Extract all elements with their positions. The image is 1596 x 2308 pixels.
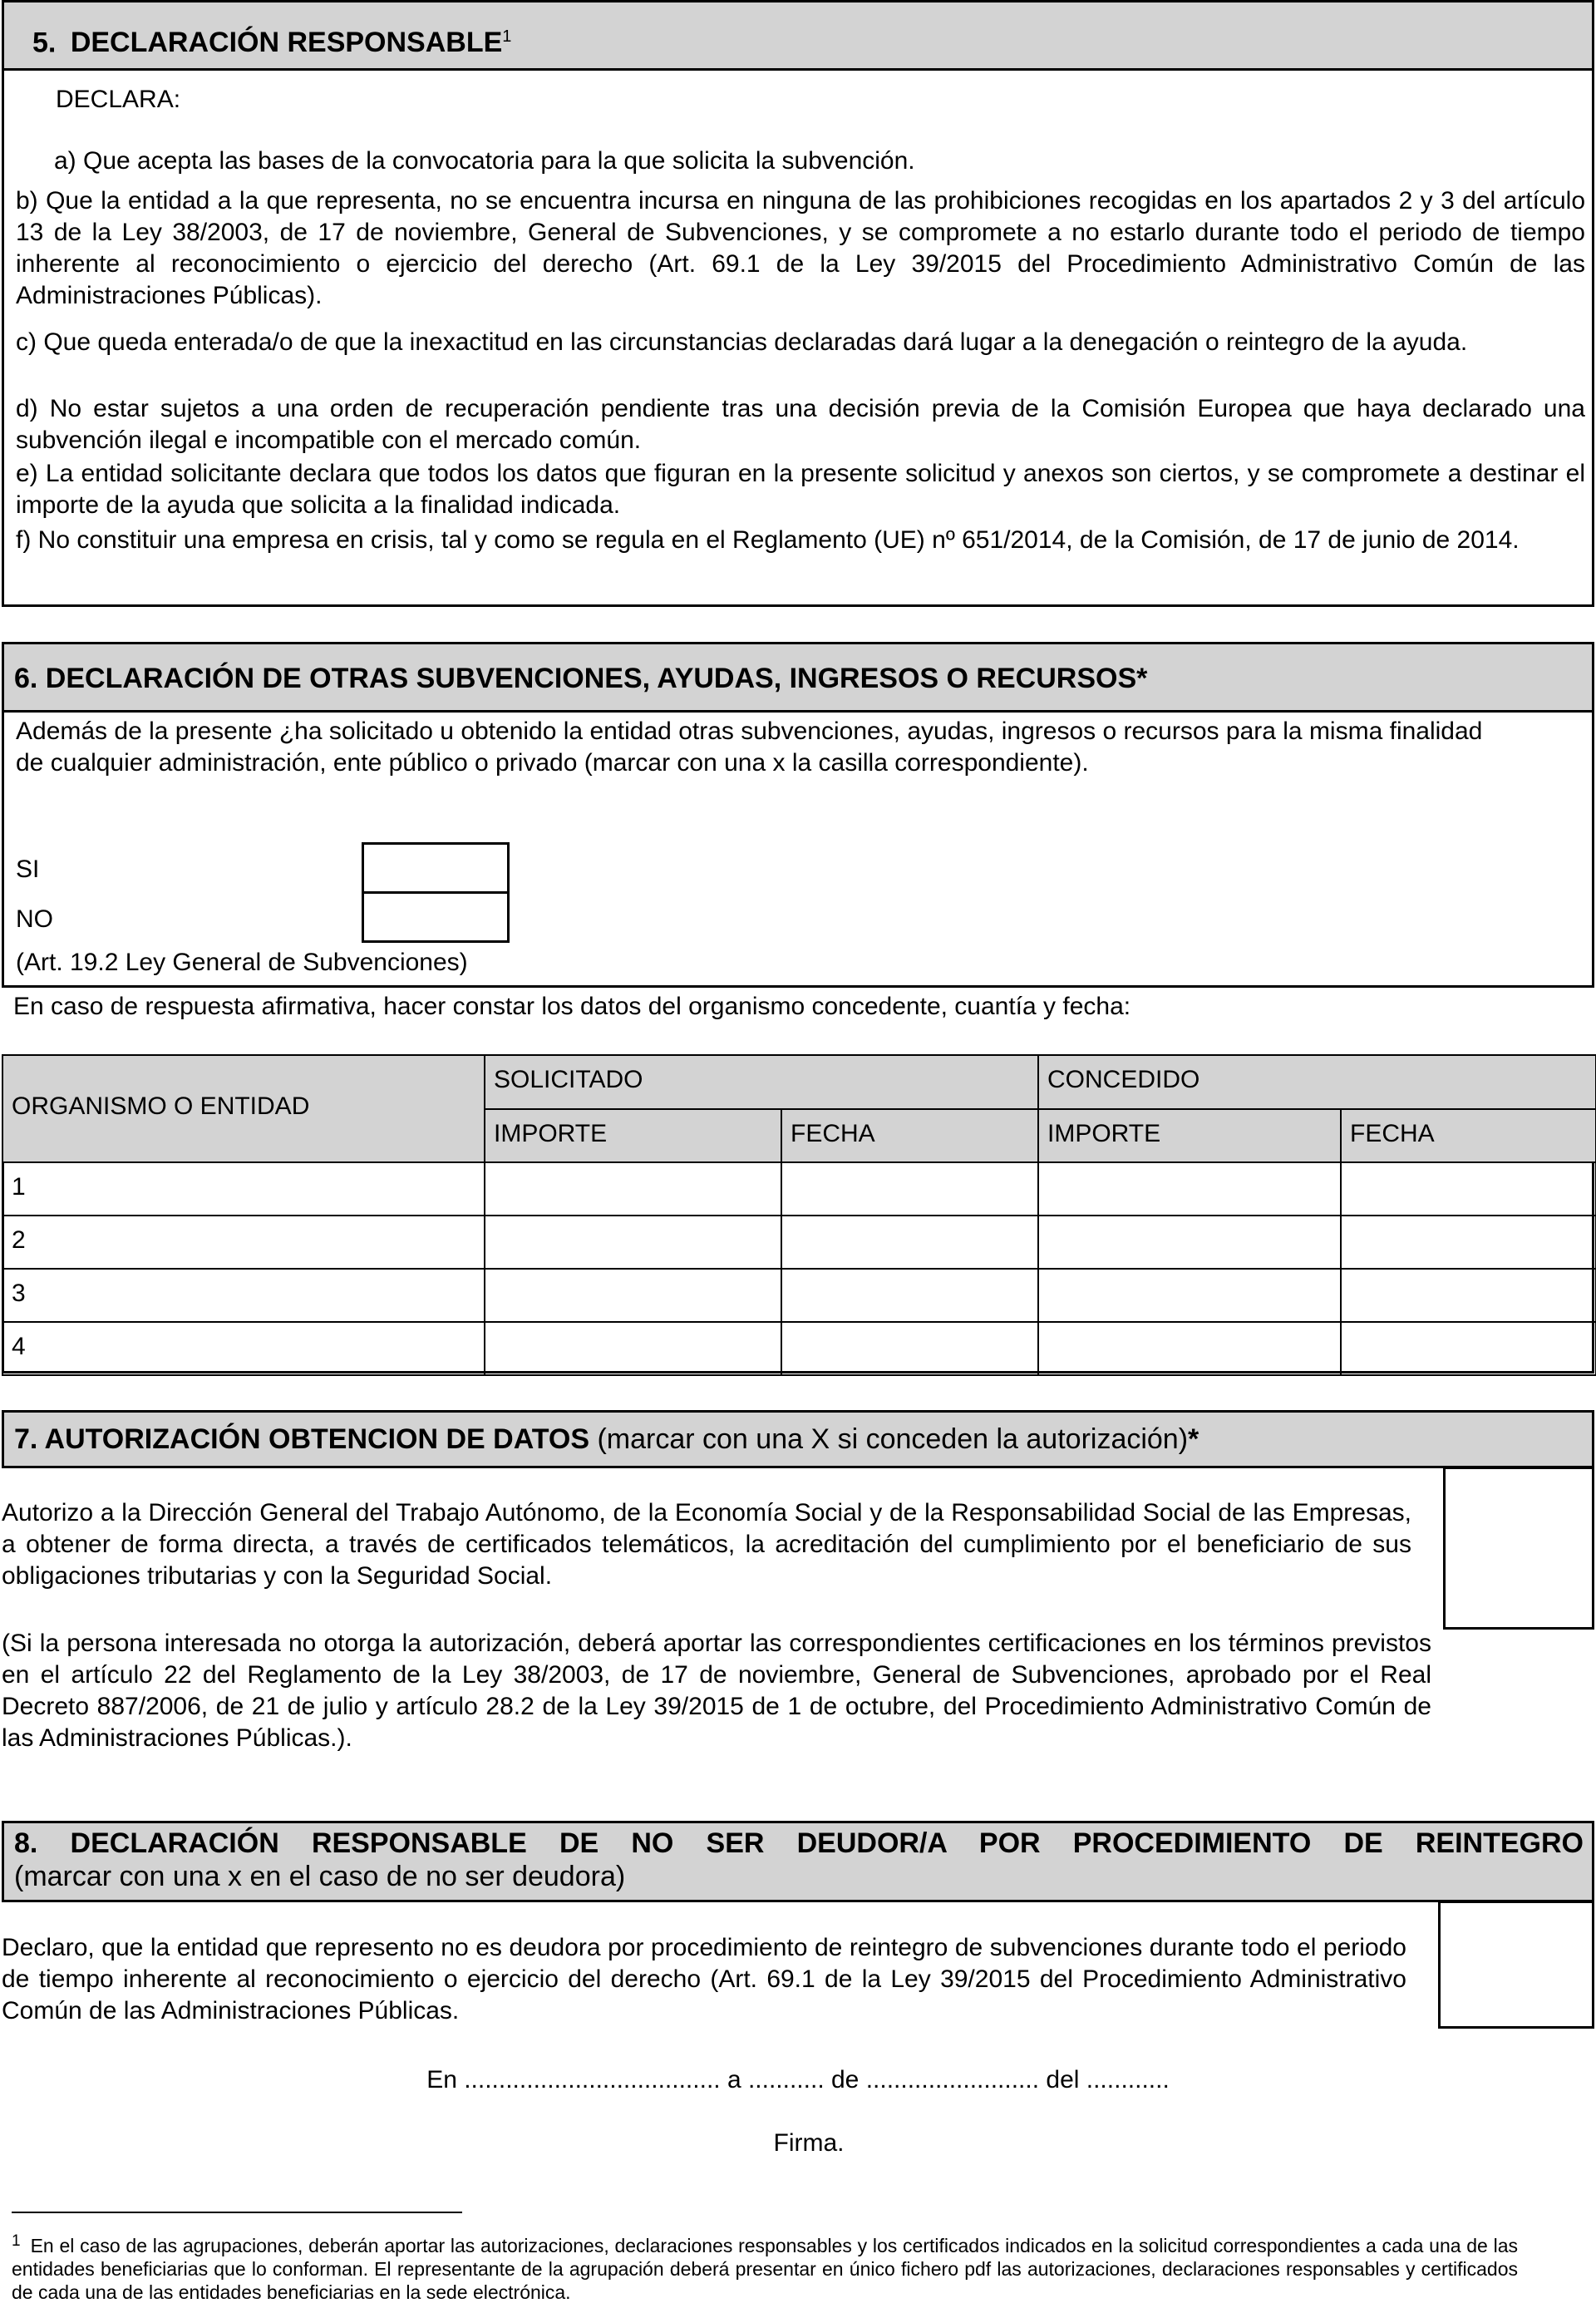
affirmative-instruction: En caso de respuesta afirmativa, hacer constar los datos del organismo concedente, cuantía y fecha:: [13, 993, 1131, 1020]
section-7-header: [2, 1410, 1594, 1468]
declaration-item-a: a) Que acepta las bases de la convocatoria para la que solicita la subvención.: [54, 147, 915, 175]
declara-label: DECLARA:: [56, 86, 181, 113]
declaration-item-f: f) No constituir una empresa en crisis, tal y como se regula en el Reglamento (UE) nº 651/2014, de la Comisión, de 17 de junio de 2014.: [16, 526, 1520, 554]
row-3-solicitado-importe[interactable]: [484, 1268, 782, 1323]
section-5-header: [4, 2, 1592, 71]
authorization-note: (Si la persona interesada no otorga la autorización, deberá aportar las correspondientes certificaciones en los términos previstos en el artículo 22 del Reglamento de la Ley 38/2003, de 17 de noviembre, General de Subvenciones, aprobado por el Real Decreto 887/2006, de 21 de julio y artículo 28.2 de la Ley 39/2015 de 1 de octubre, del Procedimiento Administrativo Común de las Administraciones Públicas.).: [2, 1630, 1431, 1752]
authorization-checkbox[interactable]: [1443, 1467, 1594, 1630]
table-row-2-label: 2: [2, 1215, 485, 1270]
declaration-item-d: d) No estar sujetos a una orden de recuperación pendiente tras una decisión previa de la Comisión Europea que haya declarado una subvención ilegal e incompatible con el mercado común.: [16, 395, 1585, 454]
col-solicitado-header: SOLICITADO: [484, 1054, 1039, 1110]
section-5-number: 5.: [32, 27, 57, 59]
row-1-solicitado-importe[interactable]: [484, 1161, 782, 1216]
si-checkbox[interactable]: [362, 842, 510, 894]
no-checkbox[interactable]: [362, 891, 510, 943]
footnote-text: En el caso de las agrupaciones, deberán aportar las autorizaciones, declaraciones responsables y los certificados indicados en la solicitud correspondientes a cada una de las entidades beneficiarias que lo conforman. El representante de la agrupación deberá presentar en único fichero pdf las autorizaciones, declaraciones responsables y certificados de cada una de las entidades beneficiarias en la sede electrónica.: [12, 2235, 1518, 2303]
no-deudor-declaration: Declaro, que la entidad que represento no es deudora por procedimiento de reintegro de subvenciones durante todo el periodo de tiempo inherente al reconocimiento o ejercicio del derecho (Art. 69.1 de la Ley 39/2015 del Procedimiento Administrativo Común de las Administraciones Públicas.: [2, 1934, 1406, 2024]
declaration-item-b: b) Que la entidad a la que representa, no se encuentra incursa en ninguna de las prohibiciones recogidas en los apartados 2 y 3 del artículo 13 de la Ley 38/2003, de 17 de noviembre, General de Subvenciones, y se compromete a no estarlo durante todo el periodo de tiempo inherente al reconocimiento o ejercicio del derecho (Art. 69.1 de la Ley 39/2015 del Procedimiento Administrativo Común de las Administraciones Públicas).: [16, 187, 1585, 309]
row-4-concedido-importe[interactable]: [1037, 1321, 1342, 1376]
subsidies-table: [2, 1054, 1594, 1373]
footnote-number: 1: [12, 2232, 21, 2250]
section-5-title: DECLARACIÓN RESPONSABLE: [70, 27, 503, 59]
row-4-concedido-fecha[interactable]: [1340, 1321, 1596, 1376]
signature-label: Firma.: [773, 2129, 845, 2157]
col-organismo-header: ORGANISMO O ENTIDAD: [2, 1054, 485, 1163]
concedido-importe-header: IMPORTE: [1037, 1108, 1342, 1163]
option-no-label: NO: [16, 905, 53, 933]
section-6-intro: Además de la presente ¿ha solicitado u obtenido la entidad otras subvenciones, ayudas, ingresos o recursos para la misma finalidad de cualquier administración, ente público o privado (marcar con una x la casilla correspondiente).: [16, 718, 1483, 777]
row-1-concedido-importe[interactable]: [1037, 1161, 1342, 1216]
declaration-item-c: c) Que queda enterada/o de que la inexactitud en las circunstancias declaradas dará lugar a la denegación o reintegro de la ayuda.: [16, 328, 1468, 356]
section-7-instruction: (marcar con una X si conceden la autorización): [589, 1423, 1189, 1455]
option-si-label: SI: [16, 856, 40, 883]
footnote: [12, 2230, 1518, 2304]
section-8-header: [2, 1821, 1594, 1902]
row-2-concedido-importe[interactable]: [1037, 1215, 1342, 1270]
row-4-solicitado-fecha[interactable]: [781, 1321, 1039, 1376]
section-6-title: 6. DECLARACIÓN DE OTRAS SUBVENCIONES, AYUDAS, INGRESOS O RECURSOS*: [14, 663, 1148, 694]
table-row-4-label: 4: [2, 1321, 485, 1376]
section-5-declaracion-responsable: [2, 0, 1594, 607]
row-3-solicitado-fecha[interactable]: [781, 1268, 1039, 1323]
row-3-concedido-importe[interactable]: [1037, 1268, 1342, 1323]
col-concedido-header: CONCEDIDO: [1037, 1054, 1596, 1110]
footnote-reference: 1: [502, 27, 512, 46]
row-2-solicitado-fecha[interactable]: [781, 1215, 1039, 1270]
place-date-line: En ..................................... a ........... de ......................... del ............: [426, 2066, 1170, 2093]
row-2-solicitado-importe[interactable]: [484, 1215, 782, 1270]
concedido-fecha-header: FECHA: [1340, 1108, 1596, 1163]
no-deudor-checkbox[interactable]: [1438, 1901, 1594, 2029]
section-8-title: 8. DECLARACIÓN RESPONSABLE DE NO SER DEUDOR/A POR PROCEDIMIENTO DE REINTEGRO: [14, 1827, 1584, 1859]
section-7-asterisk: *: [1188, 1423, 1199, 1455]
section-7-title: 7. AUTORIZACIÓN OBTENCION DE DATOS: [14, 1423, 590, 1455]
solicitado-fecha-header: FECHA: [781, 1108, 1039, 1163]
table-row-3-label: 3: [2, 1268, 485, 1323]
row-1-solicitado-fecha[interactable]: [781, 1161, 1039, 1216]
law-reference: (Art. 19.2 Ley General de Subvenciones): [16, 949, 468, 976]
section-8-instruction: (marcar con una x en el caso de no ser deudora): [14, 1861, 626, 1892]
row-3-concedido-fecha[interactable]: [1340, 1268, 1596, 1323]
authorization-text: Autorizo a la Dirección General del Trabajo Autónomo, de la Economía Social y de la Responsabilidad Social de las Empresas, a obtener de forma directa, a través de certificados telemáticos, la acreditación del cumplimiento por el beneficiario de sus obligaciones tributarias y con la Seguridad Social.: [2, 1499, 1411, 1590]
footnote-separator: [12, 2212, 462, 2213]
section-6-header: [4, 644, 1592, 713]
declaration-item-e: e) La entidad solicitante declara que todos los datos que figuran en la presente solicitud y anexos son ciertos, y se compromete a destinar el importe de la ayuda que solicita a la finalidad indicada.: [16, 460, 1585, 519]
solicitado-importe-header: IMPORTE: [484, 1108, 782, 1163]
row-2-concedido-fecha[interactable]: [1340, 1215, 1596, 1270]
row-1-concedido-fecha[interactable]: [1340, 1161, 1596, 1216]
row-4-solicitado-importe[interactable]: [484, 1321, 782, 1376]
table-row-1-label: 1: [2, 1161, 485, 1216]
section-6-otras-subvenciones: [2, 642, 1594, 988]
